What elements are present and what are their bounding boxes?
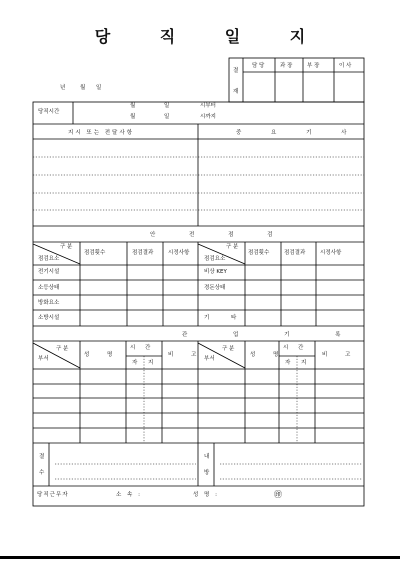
instructions-header: 지시 또는 전달사항 <box>68 130 135 136</box>
visitors-header: 관 업 기 록 <box>182 332 363 338</box>
safety-corner-bottom-right: 점검요소 <box>204 256 226 262</box>
safety-col-count-left: 점검횟수 <box>84 250 106 256</box>
approval-col-2: 과 장 <box>280 63 293 69</box>
visitors-remarks-left: 비 고 <box>168 352 205 358</box>
safety-col-result-right: 점검결과 <box>284 250 306 256</box>
visitors-name-left: 성 명 <box>84 352 121 358</box>
footer-name-label: 성 명 : <box>193 492 219 498</box>
visitors-time-to-right: 지 <box>301 360 307 366</box>
safety-col-action-left: 시정사항 <box>168 250 190 256</box>
safety-row-label: 소방시설 <box>38 315 60 321</box>
safety-col-count-right: 점검횟수 <box>248 250 270 256</box>
duty-time-row2-suffix: 시까지 <box>200 114 216 120</box>
safety-row-label: 경돈상태 <box>204 285 226 291</box>
duty-time-label: 당직시간 <box>38 109 60 115</box>
visitors-time-right: 시 간 <box>283 345 308 351</box>
bottom-left-label-top: 결 <box>39 454 45 460</box>
approval-label-bottom: 재 <box>233 89 239 95</box>
duty-time-row1-suffix: 시부터 <box>200 103 216 109</box>
page-title: 당 직 일 지 <box>94 27 328 46</box>
year-label: 년 <box>60 85 66 91</box>
approval-label-top: 결 <box>233 68 239 74</box>
safety-corner-bottom-left: 점검요소 <box>38 256 60 262</box>
safety-row-label: 기 타 <box>204 315 247 321</box>
duty-time-row2-month: 월 <box>130 114 136 120</box>
safety-row-label: 방화요소 <box>38 300 60 306</box>
bottom-right-label-top: 내 <box>204 454 210 460</box>
approval-col-1: 담 당 <box>252 63 265 69</box>
important-header: 중 요 기 사 <box>236 130 361 136</box>
safety-col-result-left: 점검결과 <box>132 250 154 256</box>
month-label: 월 <box>80 85 86 91</box>
visitors-name-right: 성 명 <box>250 352 287 358</box>
duty-time-row2-day: 일 <box>164 114 170 120</box>
approval-col-4: 이 사 <box>339 63 352 69</box>
visitors-corner-bottom-left: 부서 <box>38 356 49 362</box>
visitors-time-from-left: 자 <box>132 360 138 366</box>
visitors-corner-top-right: 구 분 <box>222 346 235 352</box>
day-label: 일 <box>96 85 102 91</box>
duty-time-row1-month: 월 <box>130 103 136 109</box>
safety-row-label: 소등상태 <box>38 285 60 291</box>
visitors-remarks-right: 비 고 <box>322 352 359 358</box>
safety-corner-top-right: 구 분 <box>226 244 239 250</box>
seal-icon: ㊞ <box>274 490 282 499</box>
visitors-time-left: 시 간 <box>130 345 155 351</box>
safety-row-label: 비상 KEY <box>204 269 227 275</box>
safety-corner-top-left: 구 분 <box>60 244 73 250</box>
bottom-left-label-bottom: 수 <box>39 470 45 476</box>
footer-affiliation-label: 소 속 : <box>116 492 142 498</box>
safety-header: 안 전 점 검 <box>150 232 289 238</box>
visitors-time-from-right: 자 <box>285 360 291 366</box>
visitors-corner-bottom-right: 부서 <box>204 356 215 362</box>
visitors-corner-top-left: 구 분 <box>56 346 69 352</box>
footer-duty-label: 당직근무자 <box>37 492 69 498</box>
safety-col-action-right: 시정사항 <box>320 250 342 256</box>
duty-time-row1-day: 일 <box>164 103 170 109</box>
safety-row-label: 전기시설 <box>38 269 60 275</box>
approval-col-3: 부 장 <box>307 63 320 69</box>
visitors-time-to-left: 지 <box>148 360 154 366</box>
bottom-right-label-bottom: 방 <box>204 470 210 476</box>
